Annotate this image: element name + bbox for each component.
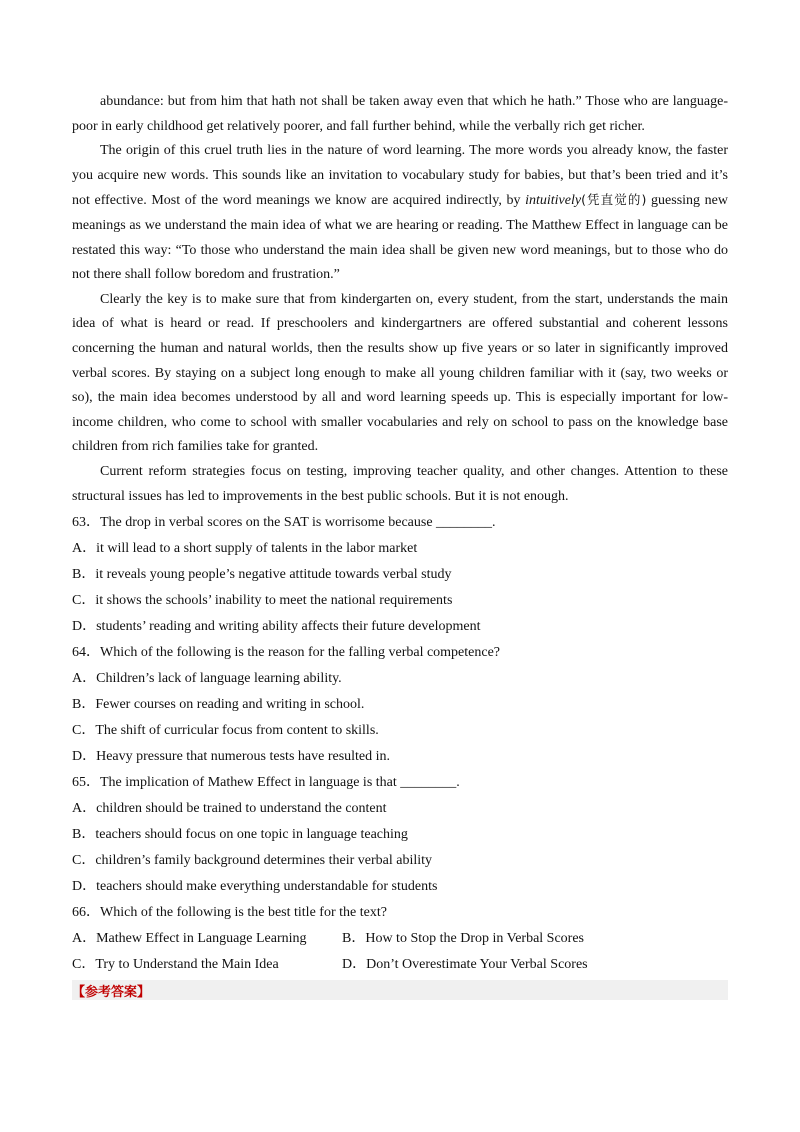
options-row-1 <box>72 926 728 952</box>
options-row-2 <box>72 952 728 978</box>
paragraph-4: Current reform strategies focus on testing, improving teacher quality, and other changes. Attention to these structural issues has led to improvements in the best public schools. But it is not enough. <box>72 463 728 504</box>
option-d: D．students’ reading and writing ability affects their future development <box>72 619 481 635</box>
reading-passage <box>72 90 728 509</box>
option-c: C．The shift of curricular focus from content to skills. <box>72 723 379 739</box>
question-66 <box>72 900 728 978</box>
option-b: B．How to Stop the Drop in Verbal Scores <box>342 931 584 947</box>
option-c: C．Try to Understand the Main Idea <box>72 957 279 973</box>
question-stem: 63．The drop in verbal scores on the SAT is worrisome because ________. <box>72 515 496 531</box>
option-b: B．Fewer courses on reading and writing in school. <box>72 697 365 713</box>
chinese-gloss: (凭直觉的) <box>581 192 647 208</box>
question-63 <box>72 510 728 640</box>
answer-label: 【参考答案】 <box>72 984 151 1000</box>
option-c: C．it shows the schools’ inability to meet the national requirements <box>72 593 453 609</box>
option-d: D．Don’t Overestimate Your Verbal Scores <box>342 957 588 973</box>
option-a: A．it will lead to a short supply of talents in the labor market <box>72 541 418 557</box>
question-stem: 64．Which of the following is the reason for the falling verbal competence? <box>72 645 501 661</box>
paragraph-2-text-before: The origin of this cruel truth lies in the nature of word learning. The more words you already know, the faster you acquire new words. This sounds like an invitation to vocabulary study for babies, but that’s been tried and it’s not effective. Most of the word meanings we know are acquired indirectly, by <box>72 143 728 209</box>
question-stem: 65．The implication of Mathew Effect in language is that ________. <box>72 775 460 791</box>
option-a: A．Mathew Effect in Language Learning <box>72 931 307 947</box>
option-a: A．Children’s lack of language learning ability. <box>72 671 342 687</box>
option-b: B．teachers should focus on one topic in language teaching <box>72 827 408 843</box>
option-b: B．it reveals young people’s negative attitude towards verbal study <box>72 567 452 583</box>
question-stem: 66．Which of the following is the best title for the text? <box>72 905 387 921</box>
answer-section-bar <box>72 980 728 1000</box>
option-a: A．children should be trained to understand the content <box>72 801 387 817</box>
paragraph-2 <box>72 139 728 288</box>
italic-term-intuitively: intuitively <box>525 193 582 209</box>
paragraph-3: Clearly the key is to make sure that from kindergarten on, every student, from the start, understands the main idea of what is heard or read. If preschoolers and kindergartners are offered substantial and coherent lessons concerning the human and natural worlds, then the results show up five years or so later in significantly improved verbal scores. By staying on a subject long enough to make all young children familiar with it (say, two weeks or so), the main idea becomes understood by all and word learning speeds up. This is especially important for low-income children, who come to school with smaller vocabularies and rely on school to pass on the knowledge base children from rich families take for granted. <box>72 291 728 455</box>
paragraph-1-continued: abundance: but from him that hath not shall be taken away even that which he hath.” Those who are language-poor in early childhood get relatively poorer, and fall further behind, while the verbally rich get richer. <box>72 94 728 134</box>
question-list <box>72 510 728 978</box>
question-65 <box>72 770 728 900</box>
option-d: D．Heavy pressure that numerous tests have resulted in. <box>72 749 391 765</box>
paragraph-2-text-after: guessing new meanings as we understand the main idea of what we are hearing or reading. The Matthew Effect in language can be restated this way: “To those who understand the main idea shall be given new word meanings, but to those who do not there shall follow boredom and frustration.” <box>72 193 728 283</box>
question-64 <box>72 640 728 770</box>
option-c: C．children’s family background determines their verbal ability <box>72 853 433 869</box>
option-d: D．teachers should make everything understandable for students <box>72 879 438 895</box>
